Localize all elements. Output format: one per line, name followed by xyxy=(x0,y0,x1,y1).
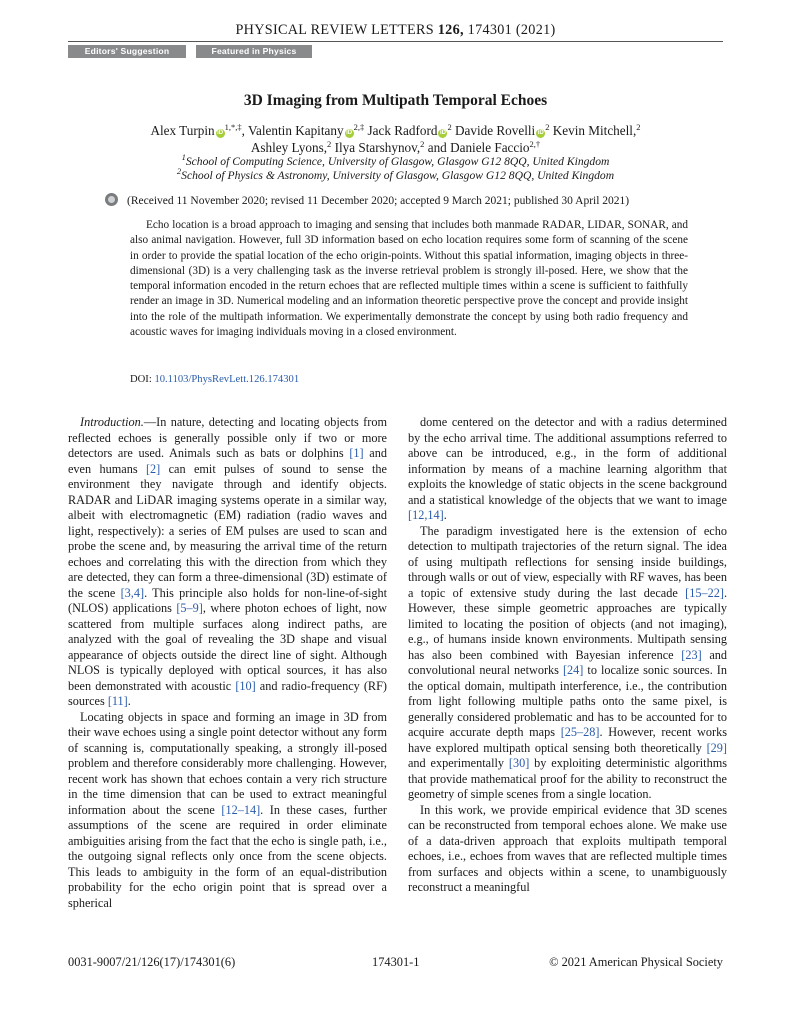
body-column-right xyxy=(408,415,727,896)
citation-link[interactable]: [10] xyxy=(235,678,256,693)
citation-link[interactable]: [11] xyxy=(107,694,128,708)
citation-link[interactable]: [3,4] xyxy=(120,585,145,600)
citation-link[interactable]: [1] xyxy=(349,446,364,460)
body-text: can emit pulses of sound to sense the environment they navigate through and identify objects. RADAR and LiDAR imaging systems operate in a similar way, albeit with electromagnetic (EM) radiation (radio waves and light, respectively): a series of EM pulses are used to scan and probe the scene and, by measuring the arrival time of the return echoes and correlating this with the direction from which they are detected, they can form a three-dimensional (3D) estimate of the scene xyxy=(68,461,387,600)
body-text: . This principle also holds for non-line-of-sight (NLOS) applications xyxy=(68,585,388,615)
body-text: The paradigm investigated here is the extension of echo detection to multipath trajectories of the return signal. The idea of using multipath reflections for sensing inside buildings, through walls or out of view, especially with RF waves, has been a topic of extensive study during the last decade xyxy=(408,523,727,600)
body-text: and even humans xyxy=(68,446,387,476)
footer-copyright: © 2021 American Physical Society xyxy=(549,955,723,969)
body-text: . xyxy=(443,508,447,522)
author-name: Daniele Faccio xyxy=(450,140,530,155)
author-affiliation-marker: 2 xyxy=(447,122,452,132)
affiliation-1 xyxy=(68,152,723,169)
body-column-left xyxy=(68,415,387,911)
abstract: Echo location is a broad approach to imaging and sensing that includes both manmade RADAR, LIDAR, SONAR, and also animal navigation. However, full 3D information based on echo location requires some form of scanning of the scene in order to provide the spatial location of the echo origin-points. Without this spatial information, imaging objects in three-dimensional (3D) is a very challenging task as the inverse retrieval problem is strongly ill-posed. Here, we show that the temporal information encoded in the return echoes that are reflected multiple times within a scene is sufficient to faithfully render an image in 3D. Numerical modeling and an information theoretic perspective prove the concept and provide insight into the role of the multipath information. We experimentally demonstrate the concept by using both radio frequency and acoustic waves for imaging individuals moving in a closed environment. xyxy=(130,219,688,339)
journal-volume: 126, xyxy=(437,22,464,38)
footer-issn: 0031-9007/21/126(17)/174301(6) xyxy=(68,955,236,969)
header-rule xyxy=(68,41,723,42)
affiliation-2-text: School of Physics & Astronomy, University of Glasgow, Glasgow G12 8QQ, United Kingdom xyxy=(181,169,615,182)
citation-link[interactable]: [12,14] xyxy=(408,508,444,522)
author xyxy=(455,123,549,138)
paper-title: 3D Imaging from Multipath Temporal Echoes xyxy=(243,92,548,109)
author xyxy=(335,140,425,155)
citation-link[interactable]: [29] xyxy=(706,740,727,755)
author-affiliation-marker: 2 xyxy=(420,139,425,149)
body-text: . However, recent works have explored multipath optical sensing both theoretically xyxy=(408,725,727,755)
article-number-year: 174301 (2021) xyxy=(467,22,556,38)
author xyxy=(450,140,540,155)
citation-link[interactable]: [24] xyxy=(562,663,584,677)
author-affiliation-marker: 2,† xyxy=(529,139,541,149)
footer-page-number: 174301-1 xyxy=(372,955,420,969)
body-text: . xyxy=(127,694,131,708)
body-text: by exploiting deterministic algorithms that provide mathematical proof for the ability to reconstruct the geometry of simple scenes from a single location. xyxy=(408,756,727,801)
author xyxy=(553,123,641,138)
author xyxy=(150,123,241,138)
affiliation-2 xyxy=(68,166,723,183)
citation-link[interactable]: [23] xyxy=(681,647,702,662)
editors-suggestion-badge[interactable]: Editors' Suggestion xyxy=(68,45,186,58)
orcid-icon[interactable]: iD xyxy=(439,130,446,136)
body-paragraph xyxy=(408,415,727,524)
citation-link[interactable]: [25–28] xyxy=(560,725,600,739)
doi-line xyxy=(130,373,299,386)
body-text: In this work, we provide empirical evidence that 3D scenes can be reconstructed from temporal echoes alone. We make use of a data-driven approach that exploits multipath temporal echoes, i.e., echoes from waves that are reflected multiple times from surfaces and objects within a scene, to unambiguously reconstruct a meaningful xyxy=(408,802,727,894)
citation-link[interactable]: [5–9] xyxy=(176,601,203,615)
affiliation-2-number: 2 xyxy=(176,166,182,176)
orcid-icon[interactable]: iD xyxy=(217,130,224,136)
body-text: Locating objects in space and forming an image in 3D from their wave echoes using a single point detector without any form of scanning is, computationally speaking, a strongly ill-posed problem and therefore considerably more challenging. However, recent work has shown that echoes contain a very rich structure in the time dimension that can be used to extract meaningful information about the scene xyxy=(68,709,387,817)
affiliation-1-text: School of Computing Science, University of Glasgow, Glasgow G12 8QQ, United Kingdom xyxy=(185,155,610,168)
author-list: Alex Turpin iD$^{1,*,\ddagger}$, Valentin Kapitany iD$^{2,\ddagger}$ Jack Radford iD$^2$ Davide Rovelli iD$^2$ Kevin Mitchell,$^2$ Ashley Lyons,$^2$ Ilya Starshynov,$^2$ and Daniele Faccio$^{2,\dagger}$ xyxy=(150,122,641,155)
journal-name: PHYSICAL REVIEW LETTERS xyxy=(235,22,434,38)
author xyxy=(248,123,364,138)
body-paragraph xyxy=(68,415,387,710)
author-affiliation-marker: 2 xyxy=(327,139,332,149)
body-paragraph xyxy=(408,524,727,803)
author xyxy=(251,140,331,155)
orcid-icon[interactable]: iD xyxy=(346,130,353,136)
citation-link[interactable]: [15–22] xyxy=(685,585,724,600)
body-text: . However, these simple geometric approaches are typically limited to locating the position of objects (and not imaging), e.g., of humans inside known environments. Multipath sensing has also been combined with Bayesian inference xyxy=(408,585,727,662)
author-name: Davide Rovelli xyxy=(454,123,536,138)
body-text: to localize sonic sources. In the optical domain, multipath interference, i.e., the contribution from light following multiple paths onto the same pixel, is generally considered problematic and has to be accounted for to acquire accurate depth maps xyxy=(408,663,727,739)
author-name: Valentin Kapitany xyxy=(247,123,344,138)
section-label: Introduction. xyxy=(80,415,144,429)
body-text: —In nature, detecting and locating objects from reflected echoes is generally possible only if two or more detectors are used. Animals such as bats or dolphins xyxy=(68,415,387,460)
author-name: Kevin Mitchell, xyxy=(552,123,637,138)
author-affiliation-marker: 2,‡ xyxy=(353,122,365,132)
body-text: and convolutional neural networks xyxy=(408,647,728,677)
author xyxy=(367,123,451,138)
featured-in-physics-badge[interactable]: Featured in Physics xyxy=(196,45,312,58)
citation-link[interactable]: [30] xyxy=(508,756,530,770)
author-affiliation-marker: 2 xyxy=(636,122,641,132)
body-paragraph xyxy=(68,710,387,912)
doi-link[interactable]: 10.1103/PhysRevLett.126.174301 xyxy=(154,374,300,385)
body-text: and radio-frequency (RF) sources xyxy=(68,678,387,708)
body-text: . In these cases, further assumptions of the scene are required in order eliminate ambiguities arising from the fact that the echo is single path, i.e., the outgoing signal reflects only once from the scene objects. This leads to ambiguity in the form of an equal-distribution probability for the echo origin point that is spread over a spherical xyxy=(68,802,387,910)
body-text: , where photon echoes of light, now scattered from multiple surfaces along indirect paths, are analyzed with the goal of revealing the 3D shape and visual appearance of objects outside the direct line of sight. Although NLOS is typically deployed with optical sources, it has also been demonstrated with acoustic xyxy=(68,601,387,693)
received-dates xyxy=(105,193,725,208)
received-text: (Received 11 November 2020; revised 11 December 2020; accepted 9 March 2021; published 30 April 2021) xyxy=(127,195,630,207)
author-affiliation-marker: 2 xyxy=(545,122,550,132)
author-name: Ashley Lyons, xyxy=(250,140,328,155)
citation-link[interactable]: [12–14] xyxy=(221,802,261,817)
body-paragraph xyxy=(408,803,727,896)
author-name: Alex Turpin xyxy=(150,123,215,138)
author-affiliation-marker: 1,*,‡ xyxy=(224,122,242,132)
doi-label: DOI: xyxy=(130,374,152,385)
citation-link[interactable]: [2] xyxy=(145,461,161,476)
crossmark-icon[interactable] xyxy=(105,193,118,206)
affiliation-1-number: 1 xyxy=(181,152,186,162)
author-name: Ilya Starshynov, xyxy=(334,140,421,155)
author-name: Jack Radford xyxy=(367,123,438,138)
journal-header xyxy=(68,22,723,38)
orcid-icon[interactable]: iD xyxy=(537,130,544,136)
body-text: and experimentally xyxy=(408,756,509,770)
body-text: dome centered on the detector and with a radius determined by the echo arrival time. The additional assumptions referred to above can be introduced, e.g., in the form of additional information by means of a machine learning algorithm that exploits the knowledge of static objects in the scene background and a statistical knowledge of the objects that we want to image xyxy=(408,415,727,507)
